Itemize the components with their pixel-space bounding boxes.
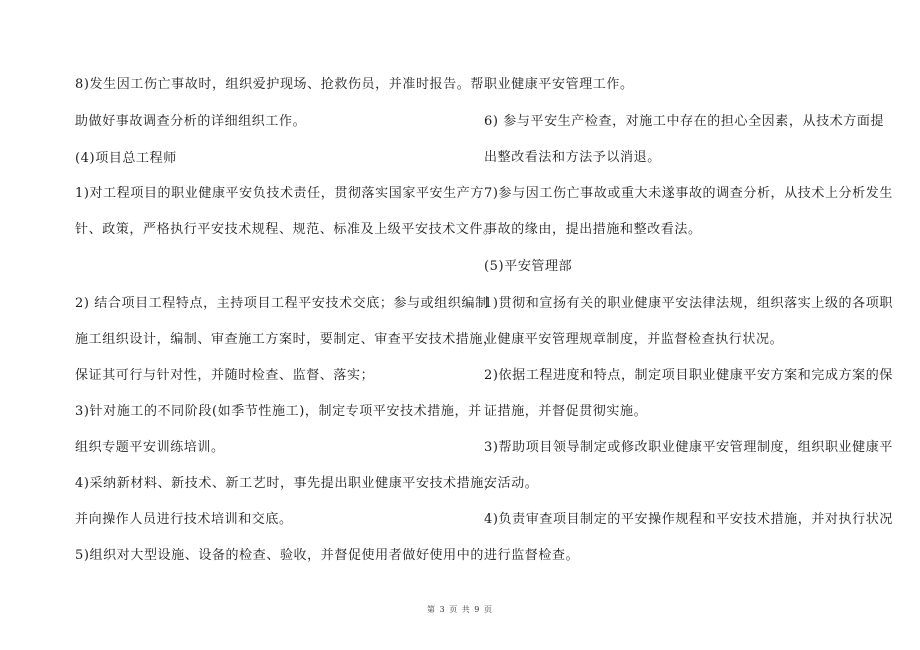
text-line: 5)组织对大型设施、设备的检查、验收，并督促使用者做好使用中的 — [75, 548, 484, 563]
text-line: 4)负责审查项目制定的平安操作规程和平安技术措施，并对执行状况 — [484, 512, 893, 527]
text-line: 保证其可行与针对性，并随时检查、监督、落实； — [75, 368, 375, 383]
text-line: 进行监督检查。 — [484, 548, 580, 563]
text-line: 安活动。 — [484, 476, 539, 491]
text-line: 1)对工程项目的职业健康平安负技术责任，贯彻落实国家平安生产方 — [75, 186, 484, 201]
text-line: 证措施，并督促贯彻实施。 — [484, 404, 648, 419]
text-line: 1)贯彻和宣扬有关的职业健康平安法律法规，组织落实上级的各项职 — [484, 296, 893, 311]
text-line: 事故的缘由，提出措施和整改看法。 — [484, 222, 702, 237]
text-line: 2)依据工程进度和特点，制定项目职业健康平安方案和完成方案的保 — [484, 368, 893, 383]
text-line: 出整改看法和方法予以消退。 — [484, 150, 661, 165]
text-line: 4)采纳新材料、新技术、新工艺时，事先提出职业健康平安技术措施， — [75, 476, 498, 491]
text-line: 7)参与因工伤亡事故或重大未遂事故的调查分析，从技术上分析发生 — [484, 186, 893, 201]
text-line: 业健康平安管理规章制度，并监督检查执行状况。 — [484, 332, 784, 347]
text-line: 3)针对施工的不同阶段(如季节性施工)，制定专项平安技术措施，并 — [75, 404, 482, 419]
text-line: 8)发生因工伤亡事故时，组织爱护现场、抢救伤员，并准时报告。帮 — [75, 77, 484, 92]
text-line: 施工组织设计，编制、审查施工方案时，要制定、审查平安技术措施， — [75, 332, 497, 347]
text-line: 2) 结合项目工程特点，主持项目工程平安技术交底；参与或组织编制 — [75, 296, 489, 311]
text-line: 6) 参与平安生产检查，对施工中存在的担心全因素，从技术方面提 — [484, 114, 885, 129]
section-heading: (4)项目总工程师 — [75, 151, 177, 166]
page-number-footer: 第 3 页 共 9 页 — [427, 605, 493, 614]
text-line: 助做好事故调查分析的详细组织工作。 — [75, 114, 307, 129]
text-line: 3)帮助项目领导制定或修改职业健康平安管理制度，组织职业健康平 — [484, 440, 893, 455]
text-line: 职业健康平安管理工作。 — [484, 77, 634, 92]
text-line: 组织专题平安训练培训。 — [75, 440, 225, 455]
text-line: 针、政策，严格执行平安技术规程、规范、标准及上级平安技术文件。 — [75, 222, 497, 237]
text-line: 并向操作人员进行技术培训和交底。 — [75, 512, 293, 527]
section-heading: (5)平安管理部 — [484, 259, 573, 274]
